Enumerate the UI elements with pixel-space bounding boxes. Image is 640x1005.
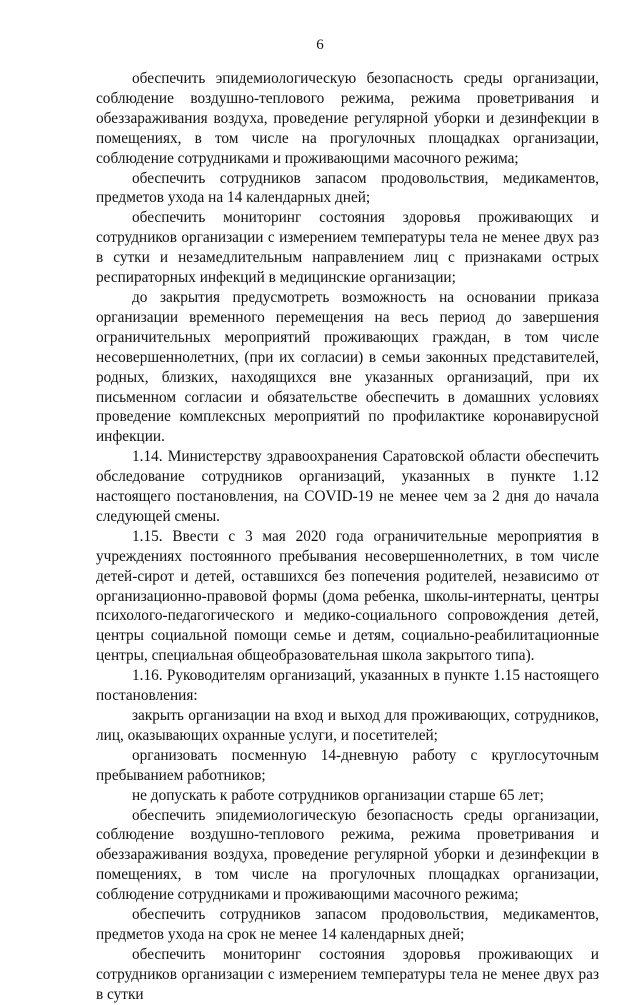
paragraph-age-restriction: не допускать к работе сотрудников организации старше 65 лет; <box>132 786 544 804</box>
clause-1-16: 1.16. Руководителям организаций, указанных в пункте 1.15 настоящего постановления: <box>96 667 599 705</box>
clause-1-15: 1.15. Ввести с 3 мая 2020 года ограничительные мероприятия в учреждениях постоянного пребывания несовершеннолетних, в том числе детей-сирот и детей, оставшихся без попечения родителей, независимо от организационно-правовой формы (дома ребенка, школы-интернаты, центры психолого-педагогического и медико-социального сопровождения детей, центры социальной помощи семье и детям, социально-реабилитационные центры, специальная общеобразовательная школа закрытого типа). <box>96 527 599 665</box>
paragraph-shift-work: организовать посменную 14-дневную работу с круглосуточным пребыванием работников; <box>96 746 599 784</box>
paragraph-health-monitoring-2: обеспечить мониторинг состояния здоровья проживающих и сотрудников организации с измерением температуры тела не менее двух раз в сутки <box>96 945 599 1003</box>
document-body <box>96 69 599 1005</box>
clause-1-14: 1.14. Министерству здравоохранения Саратовской области обеспечить обследование сотрудников организаций, указанных в пункте 1.12 настоящего постановления, на COVID-19 не менее чем за 2 дня до начала следующей смены. <box>96 448 599 525</box>
paragraph-supplies: обеспечить сотрудников запасом продовольствия, медикаментов, предметов ухода на 14 календарных дней; <box>96 169 599 207</box>
page-number: 6 <box>316 37 324 53</box>
paragraph-supplies-2: обеспечить сотрудников запасом продовольствия, медикаментов, предметов ухода на срок не менее 14 календарных дней; <box>96 906 599 943</box>
paragraph-health-monitoring: обеспечить мониторинг состояния здоровья проживающих и сотрудников организации с измерением температуры тела не менее двух раз в сутки и незамедлительным направлением лиц с признаками острых респираторных инфекций в медицинские организации; <box>96 209 599 287</box>
paragraph-close-entry-exit: закрыть организации на вход и выход для проживающих, сотрудников, лиц, оказывающих охранные услуги, и посетителей; <box>96 707 599 744</box>
paragraph-temporary-relocation: до закрытия предусмотреть возможность на основании приказа организации временного перемещения на весь период до завершения ограничительных мероприятий проживающих граждан, в том числе несовершеннолетних, (при их согласии) в семьи законных представителей, родных, близких, находящихся вне указанных организаций, при их письменном согласии и обязательстве обеспечить в домашних условиях проведение комплексных мероприятий по профилактике коронавирусной инфекции. <box>96 288 599 446</box>
paragraph-epidemiological-safety: обеспечить эпидемиологическую безопасность среды организации, соблюдение воздушно-теплового режима, режима проветривания и обеззараживания воздуха, проведение регулярной уборки и дезинфекции в помещениях, в том числе на прогулочных площадках организации, соблюдение сотрудниками и проживающими масочного режима; <box>96 70 599 167</box>
paragraph-epidemiological-safety-2: обеспечить эпидемиологическую безопасность среды организации, соблюдение воздушно-теплового режима, режима проветривания и обеззараживания воздуха, проведение регулярной уборки и дезинфекции в помещениях, в том числе на прогулочных площадках организации, соблюдение сотрудниками и проживающими масочного режима; <box>96 806 599 904</box>
